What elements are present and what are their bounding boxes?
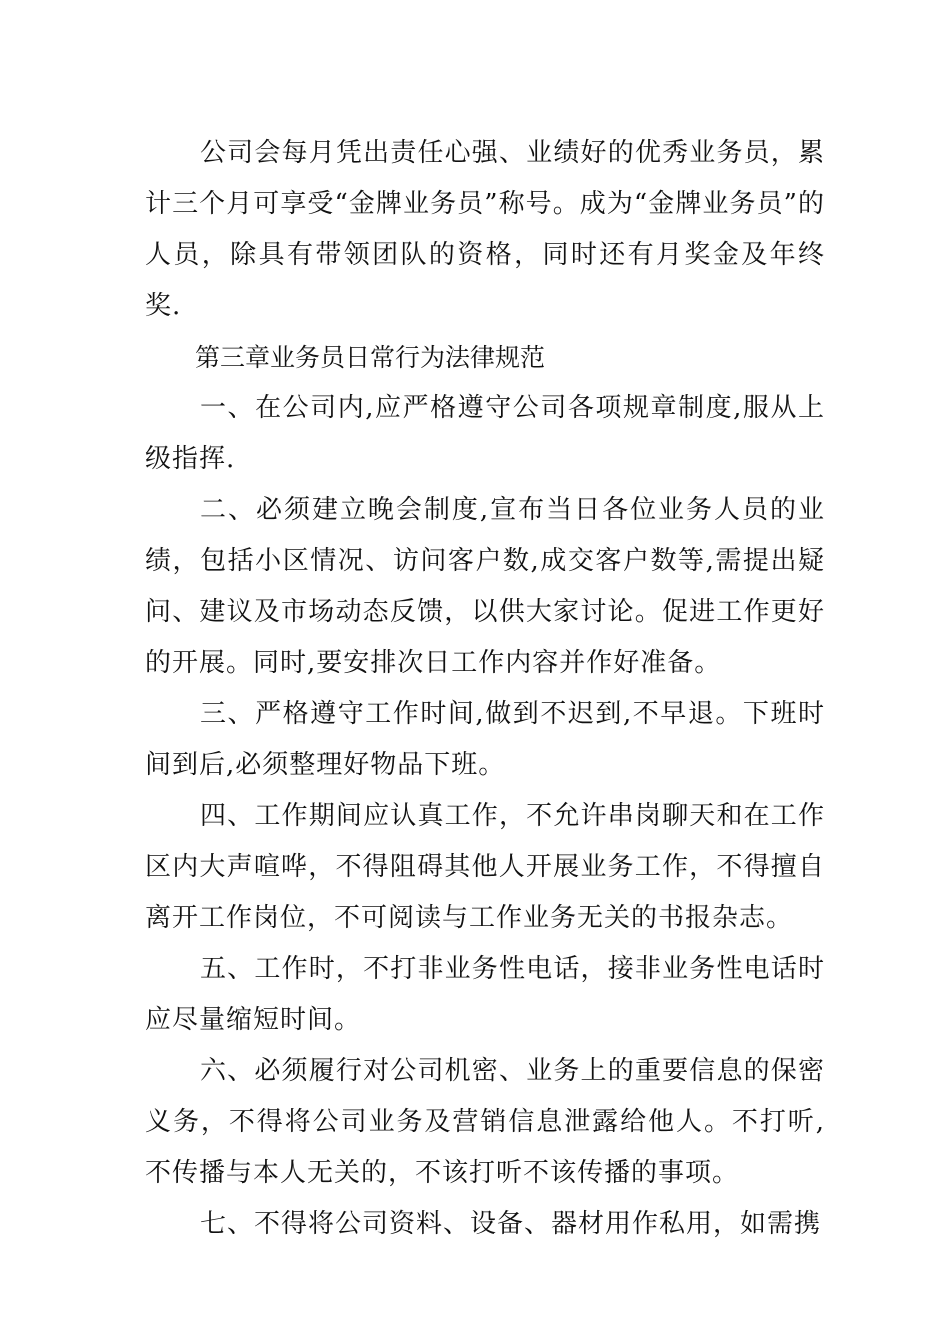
rule-paragraph-3: 三、严格遵守工作时间,做到不迟到,不早退。下班时间到后,必须整理好物品下班。 <box>145 699 825 780</box>
rule-paragraph-7: 七、不得将公司资料、设备、器材用作私用，如需携 <box>200 1209 822 1239</box>
rule-paragraph-1: 一、在公司内,应严格遵守公司各项规章制度,服从上级指挥. <box>145 393 825 474</box>
intro-paragraph: 公司会每月凭出责任心强、业绩好的优秀业务员，累计三个月可享受“金牌业务员”称号。成为“金牌业务员”的人员，除具有带领团队的资格，同时还有月奖金及年终奖. <box>145 138 825 321</box>
rule-paragraph-4: 四、工作期间应认真工作，不允许串岗聊天和在工作区内大声喧哗，不得阻碍其他人开展业务工作，不得擅自离开工作岗位，不可阅读与工作业务无关的书报杂志。 <box>145 801 825 933</box>
rule-paragraph-6: 六、必须履行对公司机密、业务上的重要信息的保密义务，不得将公司业务及营销信息泄露给他人。不打听,不传播与本人无关的，不该打听不该传播的事项。 <box>145 1056 825 1188</box>
rule-paragraph-2: 二、必须建立晚会制度,宣布当日各位业务人员的业绩，包括小区情况、访问客户数,成交客户数等,需提出疑问、建议及市场动态反馈，以供大家讨论。促进工作更好的开展。同时,要安排次日工作内容并作好准备。 <box>145 495 825 678</box>
document-body <box>145 128 825 1250</box>
rule-paragraph-5: 五、工作时，不打非业务性电话，接非业务性电话时应尽量缩短时间。 <box>145 954 825 1035</box>
chapter-heading: 第三章业务员日常行为法律规范 <box>195 343 546 372</box>
